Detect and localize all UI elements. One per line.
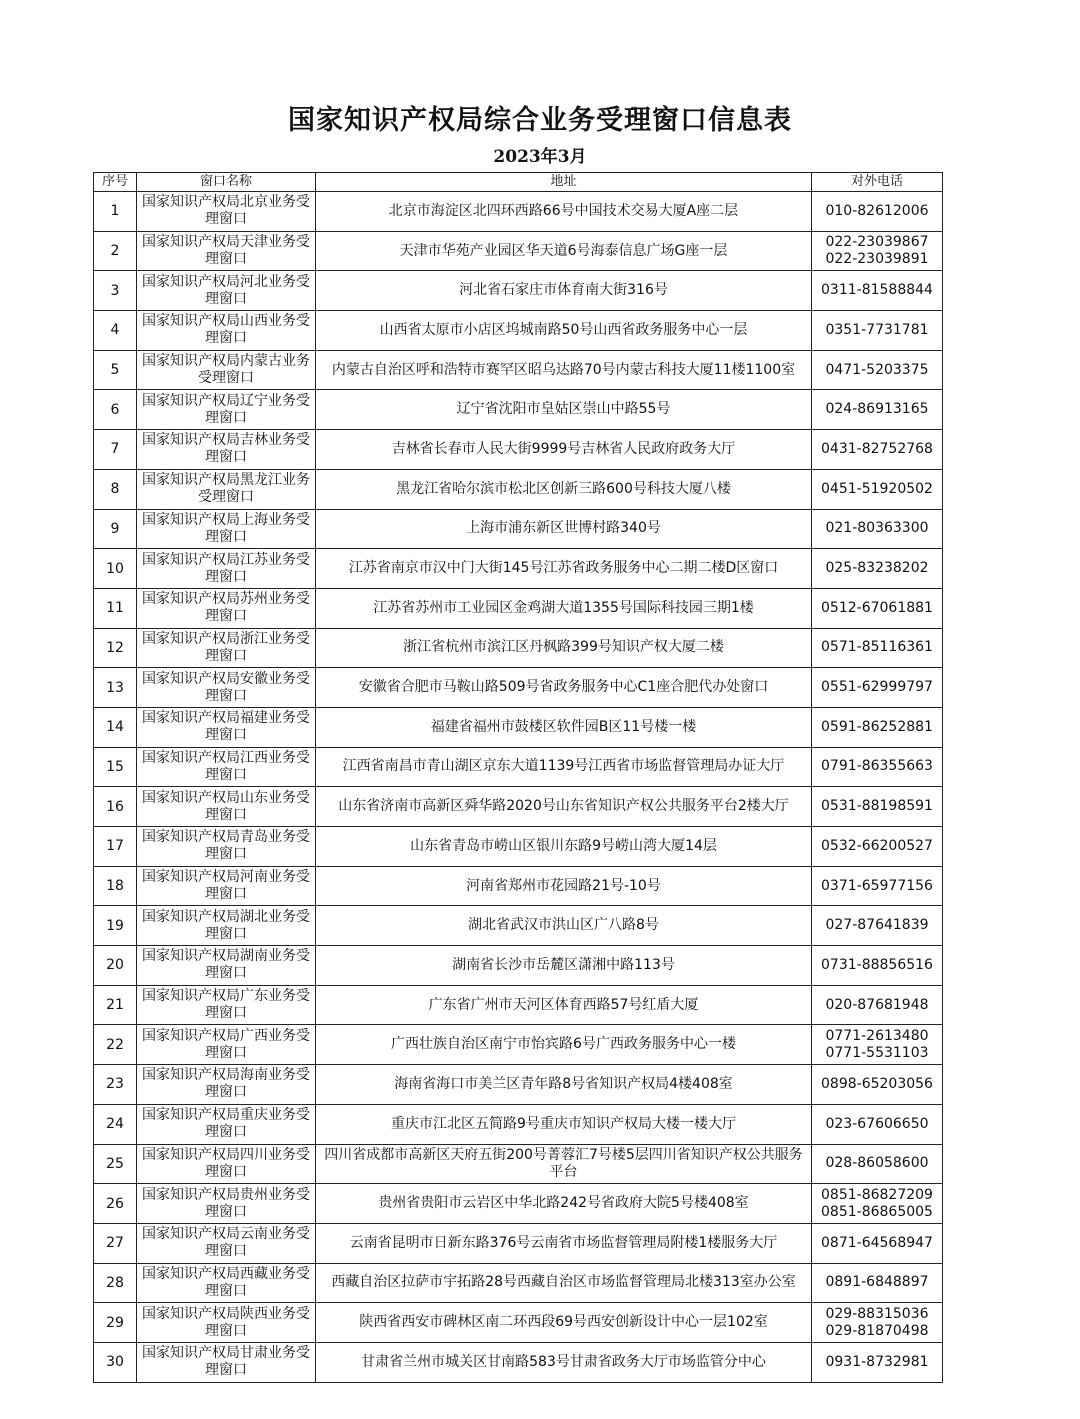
cell-address: 内蒙古自治区呼和浩特市赛罕区昭乌达路70号内蒙古科技大厦11楼1100室 xyxy=(316,350,812,390)
cell-window-name: 国家知识产权局江西业务受理窗口 xyxy=(137,747,316,787)
cell-no: 1 xyxy=(94,192,137,232)
table-row xyxy=(94,192,943,232)
cell-no: 3 xyxy=(94,271,137,311)
cell-no: 10 xyxy=(94,549,137,589)
cell-address: 贵州省贵阳市云岩区中华北路242号省政府大院5号楼408室 xyxy=(316,1184,812,1224)
cell-phone: 0311-81588844 xyxy=(812,271,943,311)
cell-address: 上海市浦东新区世博村路340号 xyxy=(316,509,812,549)
cell-window-name: 国家知识产权局内蒙古业务受理窗口 xyxy=(137,350,316,390)
table-row xyxy=(94,866,943,906)
table-row xyxy=(94,588,943,628)
table-row xyxy=(94,1223,943,1263)
cell-window-name: 国家知识产权局青岛业务受理窗口 xyxy=(137,827,316,867)
cell-no: 28 xyxy=(94,1263,137,1303)
table-row xyxy=(94,1263,943,1303)
cell-phone: 0512-67061881 xyxy=(812,588,943,628)
table-row xyxy=(94,430,943,470)
cell-window-name: 国家知识产权局辽宁业务受理窗口 xyxy=(137,390,316,430)
cell-phone: 0371-65977156 xyxy=(812,866,943,906)
cell-window-name: 国家知识产权局广东业务受理窗口 xyxy=(137,985,316,1025)
cell-address: 辽宁省沈阳市皇姑区崇山中路55号 xyxy=(316,390,812,430)
table-row xyxy=(94,1065,943,1105)
table-row xyxy=(94,469,943,509)
cell-phone: 010-82612006 xyxy=(812,192,943,232)
cell-no: 9 xyxy=(94,509,137,549)
cell-phone: 027-87641839 xyxy=(812,906,943,946)
cell-address: 福建省福州市鼓楼区软件园B区11号楼一楼 xyxy=(316,707,812,747)
cell-no: 8 xyxy=(94,469,137,509)
cell-window-name: 国家知识产权局上海业务受理窗口 xyxy=(137,509,316,549)
table-row xyxy=(94,747,943,787)
cell-address: 海南省海口市美兰区青年路8号省知识产权局4楼408室 xyxy=(316,1065,812,1105)
table-row xyxy=(94,827,943,867)
cell-address: 西藏自治区拉萨市宇拓路28号西藏自治区市场监督管理局北楼313室办公室 xyxy=(316,1263,812,1303)
cell-window-name: 国家知识产权局山西业务受理窗口 xyxy=(137,311,316,351)
cell-no: 17 xyxy=(94,827,137,867)
table-row xyxy=(94,787,943,827)
cell-window-name: 国家知识产权局浙江业务受理窗口 xyxy=(137,628,316,668)
cell-address: 甘肃省兰州市城关区甘南路583号甘肃省政务大厅市场监管分中心 xyxy=(316,1342,812,1382)
table-row xyxy=(94,311,943,351)
header-name: 窗口名称 xyxy=(137,173,316,192)
table-row xyxy=(94,1342,943,1382)
cell-no: 23 xyxy=(94,1065,137,1105)
table-row xyxy=(94,1104,943,1144)
cell-no: 5 xyxy=(94,350,137,390)
cell-no: 22 xyxy=(94,1025,137,1065)
header-no: 序号 xyxy=(94,173,137,192)
cell-no: 18 xyxy=(94,866,137,906)
cell-window-name: 国家知识产权局山东业务受理窗口 xyxy=(137,787,316,827)
cell-address: 江苏省苏州市工业园区金鸡湖大道1355号国际科技园三期1楼 xyxy=(316,588,812,628)
cell-phone: 0471-5203375 xyxy=(812,350,943,390)
cell-no: 16 xyxy=(94,787,137,827)
cell-no: 13 xyxy=(94,668,137,708)
cell-no: 27 xyxy=(94,1223,137,1263)
cell-no: 12 xyxy=(94,628,137,668)
cell-no: 30 xyxy=(94,1342,137,1382)
cell-address: 四川省成都市高新区天府五街200号菁蓉汇7号楼5层四川省知识产权公共服务平台 xyxy=(316,1144,812,1184)
cell-address: 河北省石家庄市体育南大街316号 xyxy=(316,271,812,311)
cell-phone: 022-23039867 022-23039891 xyxy=(812,231,943,271)
cell-window-name: 国家知识产权局北京业务受理窗口 xyxy=(137,192,316,232)
cell-phone: 0791-86355663 xyxy=(812,747,943,787)
cell-phone: 0731-88856516 xyxy=(812,946,943,986)
cell-phone: 021-80363300 xyxy=(812,509,943,549)
page-date: 2023年3月 xyxy=(493,147,587,167)
table-row xyxy=(94,1184,943,1224)
cell-address: 广东省广州市天河区体育西路57号红盾大厦 xyxy=(316,985,812,1025)
cell-window-name: 国家知识产权局甘肃业务受理窗口 xyxy=(137,1342,316,1382)
cell-no: 25 xyxy=(94,1144,137,1184)
cell-phone: 029-88315036 029-81870498 xyxy=(812,1303,943,1343)
table-row xyxy=(94,906,943,946)
table-row xyxy=(94,985,943,1025)
table-row xyxy=(94,271,943,311)
header-phone: 对外电话 xyxy=(812,173,943,192)
table-row xyxy=(94,1144,943,1184)
header-address: 地址 xyxy=(316,173,812,192)
cell-phone: 0571-85116361 xyxy=(812,628,943,668)
cell-window-name: 国家知识产权局云南业务受理窗口 xyxy=(137,1223,316,1263)
cell-address: 黑龙江省哈尔滨市松北区创新三路600号科技大厦八楼 xyxy=(316,469,812,509)
cell-window-name: 国家知识产权局贵州业务受理窗口 xyxy=(137,1184,316,1224)
table-row xyxy=(94,668,943,708)
cell-address: 浙江省杭州市滨江区丹枫路399号知识产权大厦二楼 xyxy=(316,628,812,668)
cell-address: 重庆市江北区五简路9号重庆市知识产权局大楼一楼大厅 xyxy=(316,1104,812,1144)
table-row xyxy=(94,390,943,430)
cell-no: 29 xyxy=(94,1303,137,1343)
cell-phone: 028-86058600 xyxy=(812,1144,943,1184)
cell-no: 7 xyxy=(94,430,137,470)
cell-phone: 023-67606650 xyxy=(812,1104,943,1144)
table-row xyxy=(94,231,943,271)
cell-no: 4 xyxy=(94,311,137,351)
cell-phone: 0451-51920502 xyxy=(812,469,943,509)
cell-address: 江西省南昌市青山湖区京东大道1139号江西省市场监督管理局办证大厅 xyxy=(316,747,812,787)
cell-window-name: 国家知识产权局广西业务受理窗口 xyxy=(137,1025,316,1065)
cell-window-name: 国家知识产权局重庆业务受理窗口 xyxy=(137,1104,316,1144)
table-row xyxy=(94,549,943,589)
cell-window-name: 国家知识产权局海南业务受理窗口 xyxy=(137,1065,316,1105)
cell-phone: 024-86913165 xyxy=(812,390,943,430)
cell-address: 安徽省合肥市马鞍山路509号省政务服务中心C1座合肥代办处窗口 xyxy=(316,668,812,708)
cell-phone: 0431-82752768 xyxy=(812,430,943,470)
table-row xyxy=(94,1025,943,1065)
cell-window-name: 国家知识产权局西藏业务受理窗口 xyxy=(137,1263,316,1303)
cell-window-name: 国家知识产权局安徽业务受理窗口 xyxy=(137,668,316,708)
table-header-row xyxy=(94,173,943,192)
cell-window-name: 国家知识产权局陕西业务受理窗口 xyxy=(137,1303,316,1343)
cell-address: 湖南省长沙市岳麓区潇湘中路113号 xyxy=(316,946,812,986)
cell-address: 陕西省西安市碑林区南二环西段69号西安创新设计中心一层102室 xyxy=(316,1303,812,1343)
cell-window-name: 国家知识产权局天津业务受理窗口 xyxy=(137,231,316,271)
cell-window-name: 国家知识产权局福建业务受理窗口 xyxy=(137,707,316,747)
table-body xyxy=(94,192,943,1383)
cell-phone: 0891-6848897 xyxy=(812,1263,943,1303)
table-row xyxy=(94,628,943,668)
window-info-table xyxy=(93,172,943,1383)
cell-phone: 0531-88198591 xyxy=(812,787,943,827)
cell-window-name: 国家知识产权局江苏业务受理窗口 xyxy=(137,549,316,589)
cell-no: 21 xyxy=(94,985,137,1025)
cell-phone: 0351-7731781 xyxy=(812,311,943,351)
cell-address: 山东省济南市高新区舜华路2020号山东省知识产权公共服务平台2楼大厅 xyxy=(316,787,812,827)
cell-phone: 0931-8732981 xyxy=(812,1342,943,1382)
cell-no: 20 xyxy=(94,946,137,986)
cell-phone: 0591-86252881 xyxy=(812,707,943,747)
cell-window-name: 国家知识产权局苏州业务受理窗口 xyxy=(137,588,316,628)
cell-address: 山东省青岛市崂山区银川东路9号崂山湾大厦14层 xyxy=(316,827,812,867)
cell-window-name: 国家知识产权局湖北业务受理窗口 xyxy=(137,906,316,946)
cell-phone: 0871-64568947 xyxy=(812,1223,943,1263)
cell-phone: 0851-86827209 0851-86865005 xyxy=(812,1184,943,1224)
cell-window-name: 国家知识产权局河北业务受理窗口 xyxy=(137,271,316,311)
page-title: 国家知识产权局综合业务受理窗口信息表 xyxy=(288,105,792,136)
cell-no: 2 xyxy=(94,231,137,271)
cell-phone: 0551-62999797 xyxy=(812,668,943,708)
cell-address: 山西省太原市小店区坞城南路50号山西省政务服务中心一层 xyxy=(316,311,812,351)
cell-phone: 025-83238202 xyxy=(812,549,943,589)
cell-no: 15 xyxy=(94,747,137,787)
table-row xyxy=(94,509,943,549)
cell-no: 6 xyxy=(94,390,137,430)
cell-no: 19 xyxy=(94,906,137,946)
cell-no: 11 xyxy=(94,588,137,628)
cell-address: 江苏省南京市汉中门大街145号江苏省政务服务中心二期二楼D区窗口 xyxy=(316,549,812,589)
table-row xyxy=(94,707,943,747)
cell-no: 26 xyxy=(94,1184,137,1224)
cell-window-name: 国家知识产权局吉林业务受理窗口 xyxy=(137,430,316,470)
table-row xyxy=(94,946,943,986)
cell-address: 北京市海淀区北四环西路66号中国技术交易大厦A座二层 xyxy=(316,192,812,232)
cell-window-name: 国家知识产权局黑龙江业务受理窗口 xyxy=(137,469,316,509)
cell-address: 云南省昆明市日新东路376号云南省市场监督管理局附楼1楼服务大厅 xyxy=(316,1223,812,1263)
cell-no: 14 xyxy=(94,707,137,747)
cell-phone: 020-87681948 xyxy=(812,985,943,1025)
cell-phone: 0771-2613480 0771-5531103 xyxy=(812,1025,943,1065)
cell-address: 广西壮族自治区南宁市怡宾路6号广西政务服务中心一楼 xyxy=(316,1025,812,1065)
cell-window-name: 国家知识产权局湖南业务受理窗口 xyxy=(137,946,316,986)
cell-address: 吉林省长春市人民大街9999号吉林省人民政府政务大厅 xyxy=(316,430,812,470)
cell-address: 河南省郑州市花园路21号-10号 xyxy=(316,866,812,906)
cell-address: 湖北省武汉市洪山区广八路8号 xyxy=(316,906,812,946)
cell-phone: 0532-66200527 xyxy=(812,827,943,867)
cell-window-name: 国家知识产权局河南业务受理窗口 xyxy=(137,866,316,906)
cell-window-name: 国家知识产权局四川业务受理窗口 xyxy=(137,1144,316,1184)
cell-phone: 0898-65203056 xyxy=(812,1065,943,1105)
cell-no: 24 xyxy=(94,1104,137,1144)
table-row xyxy=(94,1303,943,1343)
cell-address: 天津市华苑产业园区华天道6号海泰信息广场G座一层 xyxy=(316,231,812,271)
table-row xyxy=(94,350,943,390)
